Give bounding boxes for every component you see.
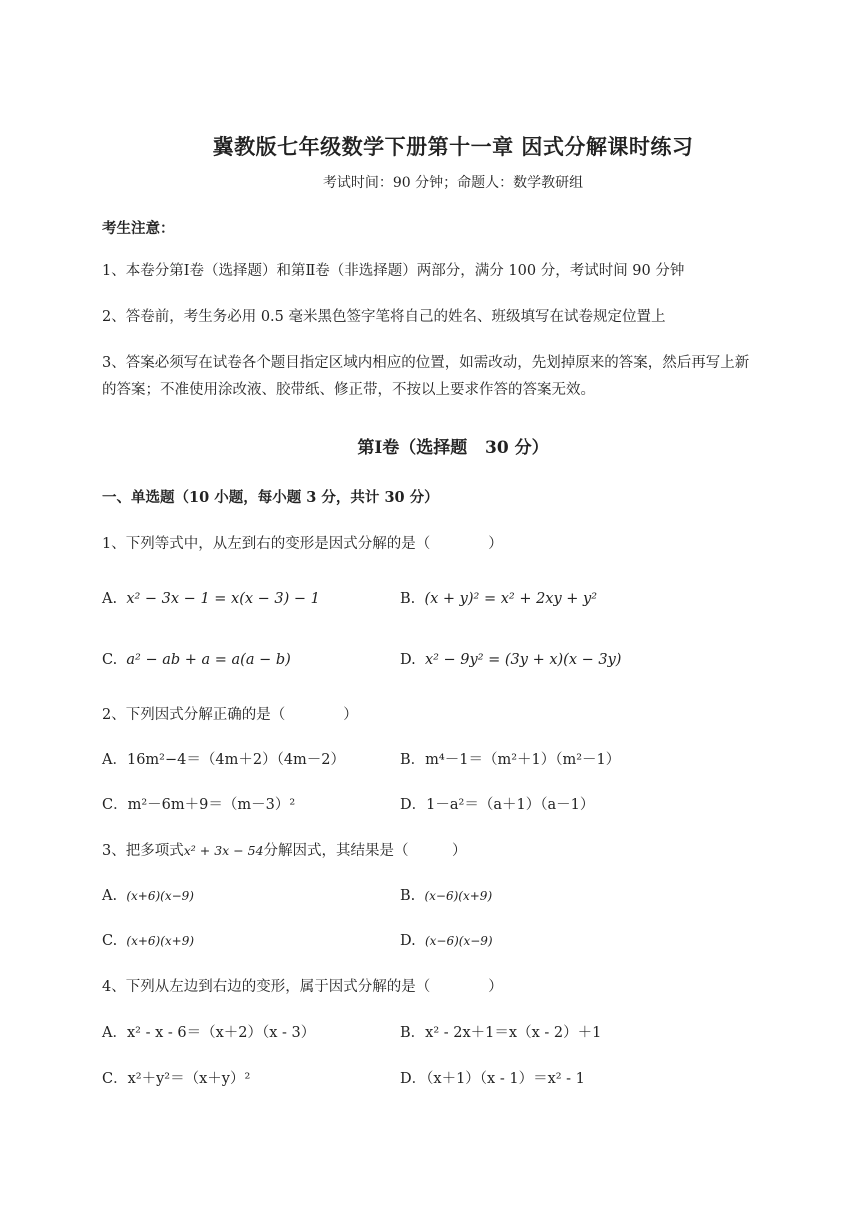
option-b[interactable]: B. (x + y)² = x² + 2xy + y² bbox=[400, 591, 598, 607]
notice-item: 1、本卷分第Ⅰ卷（选择题）和第Ⅱ卷（非选择题）两部分，满分 100 分，考试时间 90 分钟 bbox=[102, 263, 685, 279]
option-c[interactable]: C．x²＋y²＝（x＋y）² bbox=[102, 1071, 251, 1087]
option-d[interactable]: D．1－a²＝（a＋1）（a－1） bbox=[400, 797, 595, 813]
exam-info: 考试时间：90 分钟；命题人：数学教研组 bbox=[322, 175, 584, 191]
option-text: a² − ab + a = a(a − b) bbox=[126, 652, 291, 668]
question-stem: 2、下列因式分解正确的是（ ） bbox=[102, 707, 358, 723]
option-text: 1－a²＝（a＋1）（a－1） bbox=[426, 797, 595, 813]
option-text: m⁴－1＝（m²＋1）（m²－1） bbox=[425, 752, 621, 768]
option-text: m²－6m＋9＝（m－3）² bbox=[127, 797, 296, 813]
notice-item: 3、答案必须写在试卷各个题目指定区域内相应的位置，如需改动，先划掉原来的答案，然后再写上新 bbox=[102, 355, 750, 371]
page-title: 冀教版七年级数学下册第十一章 因式分解课时练习 bbox=[212, 134, 694, 159]
stem-prefix: 3、把多项式 bbox=[102, 843, 184, 859]
option-c[interactable]: C. a² − ab + a = a(a − b) bbox=[102, 652, 291, 668]
option-b[interactable]: B．m⁴－1＝（m²＋1）（m²－1） bbox=[400, 752, 621, 768]
question-stem bbox=[102, 839, 467, 863]
option-b[interactable]: B. (x−6)(x+9) bbox=[400, 888, 493, 904]
option-text: (x+6)(x−9) bbox=[126, 889, 194, 903]
option-text: x²＋y²＝（x＋y）² bbox=[127, 1071, 251, 1087]
stem-suffix: 分解因式，其结果是（ ） bbox=[263, 843, 467, 859]
option-text: (x + y)² = x² + 2xy + y² bbox=[424, 591, 598, 607]
option-d[interactable]: D. x² − 9y² = (3y + x)(x − 3y) bbox=[400, 652, 622, 668]
option-a[interactable]: A. (x+6)(x−9) bbox=[102, 888, 194, 904]
option-a[interactable]: A．16m²−4＝（4m＋2）（4m－2） bbox=[102, 752, 346, 768]
stem-math: x² + 3x − 54 bbox=[183, 843, 264, 858]
option-text: (x−6)(x−9) bbox=[424, 934, 493, 948]
question-stem: 1、下列等式中，从左到右的变形是因式分解的是（ ） bbox=[102, 536, 503, 552]
option-text: x² - 2x＋1＝x（x - 2）＋1 bbox=[425, 1025, 602, 1041]
section-title: 第Ⅰ卷（选择题 30 分） bbox=[357, 438, 549, 458]
option-text: x² − 3x − 1 = x(x − 3) − 1 bbox=[126, 591, 320, 607]
option-c[interactable]: C. (x+6)(x+9) bbox=[102, 933, 195, 949]
option-text: （x＋1）（x - 1）＝x² - 1 bbox=[426, 1071, 585, 1087]
option-text: x² − 9y² = (3y + x)(x − 3y) bbox=[424, 652, 622, 668]
option-a[interactable]: A．x² - x - 6＝（x＋2）（x - 3） bbox=[102, 1025, 316, 1041]
option-c[interactable]: C．m²－6m＋9＝（m－3）² bbox=[102, 797, 296, 813]
option-text: 16m²−4＝（4m＋2）（4m－2） bbox=[126, 752, 346, 768]
option-text: (x−6)(x+9) bbox=[424, 889, 493, 903]
option-b[interactable]: B．x² - 2x＋1＝x（x - 2）＋1 bbox=[400, 1025, 602, 1041]
option-text: (x+6)(x+9) bbox=[126, 934, 195, 948]
question-stem: 4、下列从左边到右边的变形，属于因式分解的是（ ） bbox=[102, 979, 503, 995]
option-a[interactable]: A. x² − 3x − 1 = x(x − 3) − 1 bbox=[102, 591, 320, 607]
option-text: x² - x - 6＝（x＋2）（x - 3） bbox=[126, 1025, 316, 1041]
notice-heading: 考生注意： bbox=[102, 220, 175, 237]
notice-item: 2、答卷前，考生务必用 0.5 毫米黑色签字笔将自己的姓名、班级填写在试卷规定位置上 bbox=[102, 309, 666, 325]
notice-item: 的答案；不准使用涂改液、胶带纸、修正带，不按以上要求作答的答案无效。 bbox=[102, 382, 595, 398]
option-d[interactable]: D. (x−6)(x−9) bbox=[400, 933, 493, 949]
part-heading: 一、单选题（10 小题，每小题 3 分，共计 30 分） bbox=[102, 489, 439, 506]
option-d[interactable]: D．（x＋1）（x - 1）＝x² - 1 bbox=[400, 1071, 585, 1087]
